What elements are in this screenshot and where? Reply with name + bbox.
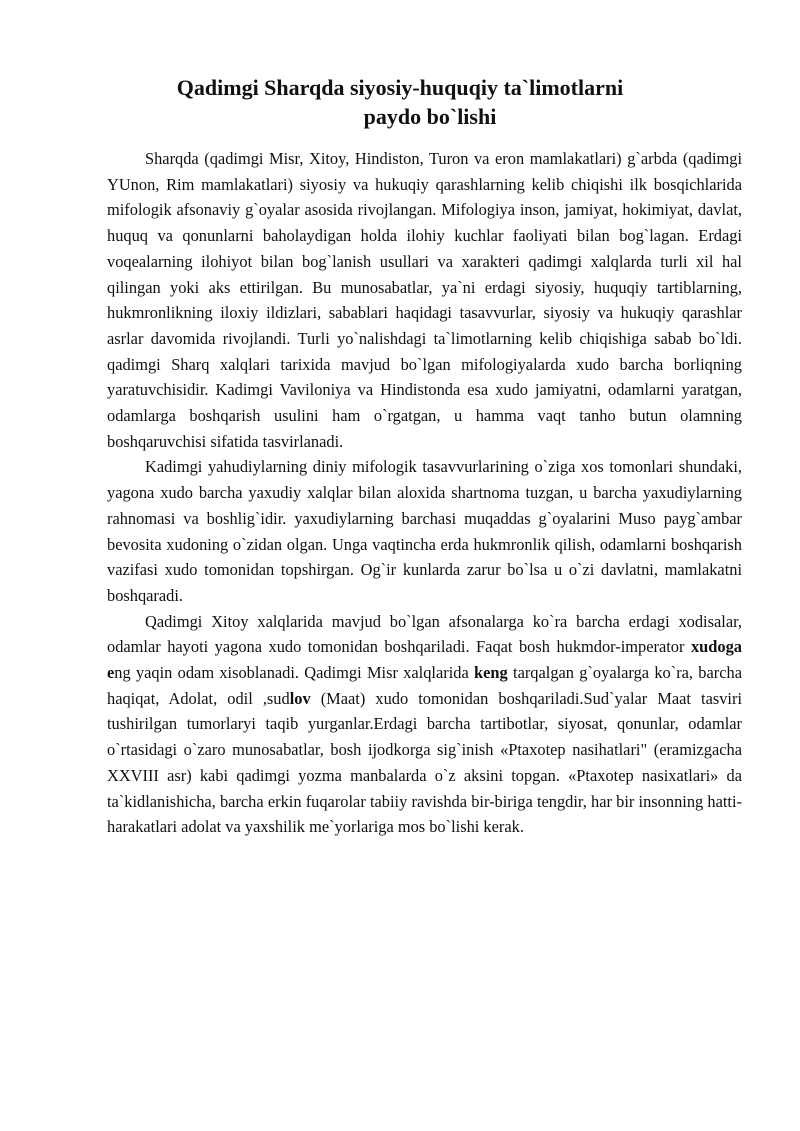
paragraph-3-text-a: Qadimgi Xitoy xalqlarida mavjud bo`lgan afsonalarga ko`ra barcha erdagi xodisalar, odamlar hayoti yagona xudo tomonidan boshqariladi. Faqat bosh hukmdor-imperator (107, 611, 742, 657)
document-body (107, 146, 742, 840)
paragraph-3-bold-b: keng (474, 663, 508, 683)
paragraph-3 (107, 609, 742, 840)
paragraph-3-text-d: (Maat) xudo tomonidan boshqariladi.Sud`yalar Maat tasviri tushirilgan tumorlaryi taqib yurganlar.Erdagi barcha tartibotlar, siyosat, qonunlar, odamlar o`rtasidagi o`zaro munosabatlar, bosh ijodkorga sig`inish «Ptaxotep nasihatlari" (eramizgacha XXVIII asr) kabi qadimgi yozma manbalarda o`z aksini topgan. «Ptaxotep nasixatlari» da ta`kidlanishicha, barcha erkin fuqarolar tabiiy ravishda bir-biriga tengdir, har bir insonning hatti-harakatlari adolat va yaxshilik me`yorlariga mos bo`lishi kerak. (107, 688, 742, 837)
page-title (80, 73, 720, 131)
paragraph-1: Sharqda (qadimgi Misr, Xitoy, Hindiston, Turon va eron mamlakatlari) g`arbda (qadimgi YUnon, Rim mamlakatlari) siyosiy va hukuqiy qarashlarning kelib chiqishi ilk bosqichlarida mifologik afsonaviy g`oyalar asosida rivojlangan. Mifologiya inson, jamiyat, hokimiyat, davlat, huquq va qonunlarni baholaydigan holda ilohiy kuchlar faoliyati bilan bog`lagan. Erdagi voqealarning ilohiyot bilan bog`lanish usullari va xarakteri qadimgi xalqlarda turli xil hal qilingan yoki aks ettirilgan. Bu munosabatlar, ya`ni erdagi siyosiy, huquqiy tartiblarning, hukmronlikning iloxiy ildizlari, sabablari haqidagi tasavvurlar, siyosiy va hukuqiy qarashlar asrlar davomida rivojlandi. Turli yo`nalishdagi ta`limotlarning kelib chiqishiga sabab bo`ldi. qadimgi Sharq xalqlari tarixida mavjud bo`lgan mifologiyalarda xudo barcha borliqning yaratuvchisidir. Kadimgi Vaviloniya va Hindistonda esa xudo jamiyatni, odamlarni yaratgan, odamlarga boshqarish usulini ham o`rgatgan, u hamma vaqt tanho butun olamning boshqaruvchisi sifatida tasvirlanadi. (107, 149, 742, 451)
title-line-2: paydo bo`lishi (363, 104, 497, 129)
paragraph-3-bold-c: lov (289, 688, 311, 708)
paragraph-2: Kadimgi yahudiylarning diniy mifologik tasavvurlarining o`ziga xos tomonlari shundaki, yagona xudo barcha yaxudiy xalqlar bilan aloxida shartnoma tuzgan, u barcha yaxudiylarning rahnomasi va boshlig`idir. yaxudiylarning barchasi muqaddas g`oyalarini Muso payg`ambar bevosita xudoning o`zidan olgan. Unga vaqtincha erda hukmronlik qilish, odamlarni boshqarish vazifasi xudo tomonidan topshirgan. Og`ir kunlarda zarur bo`lsa u o`zi davlatni, mamlakatni boshqaradi. (107, 457, 742, 605)
paragraph-3-text-c: tarqalgan g`oyalarga ko`ra, barcha haqiqat, Adolat, odil ,sud (107, 663, 742, 708)
paragraph-3-text-b: ng yaqin odam xisoblanadi. Qadimgi Misr xalqlarida (114, 663, 475, 683)
title-line-1: Qadimgi Sharqda siyosiy-huquqiy ta`limotlarni (176, 75, 624, 100)
paragraph-3-bold-a: xudoga e (107, 637, 742, 683)
